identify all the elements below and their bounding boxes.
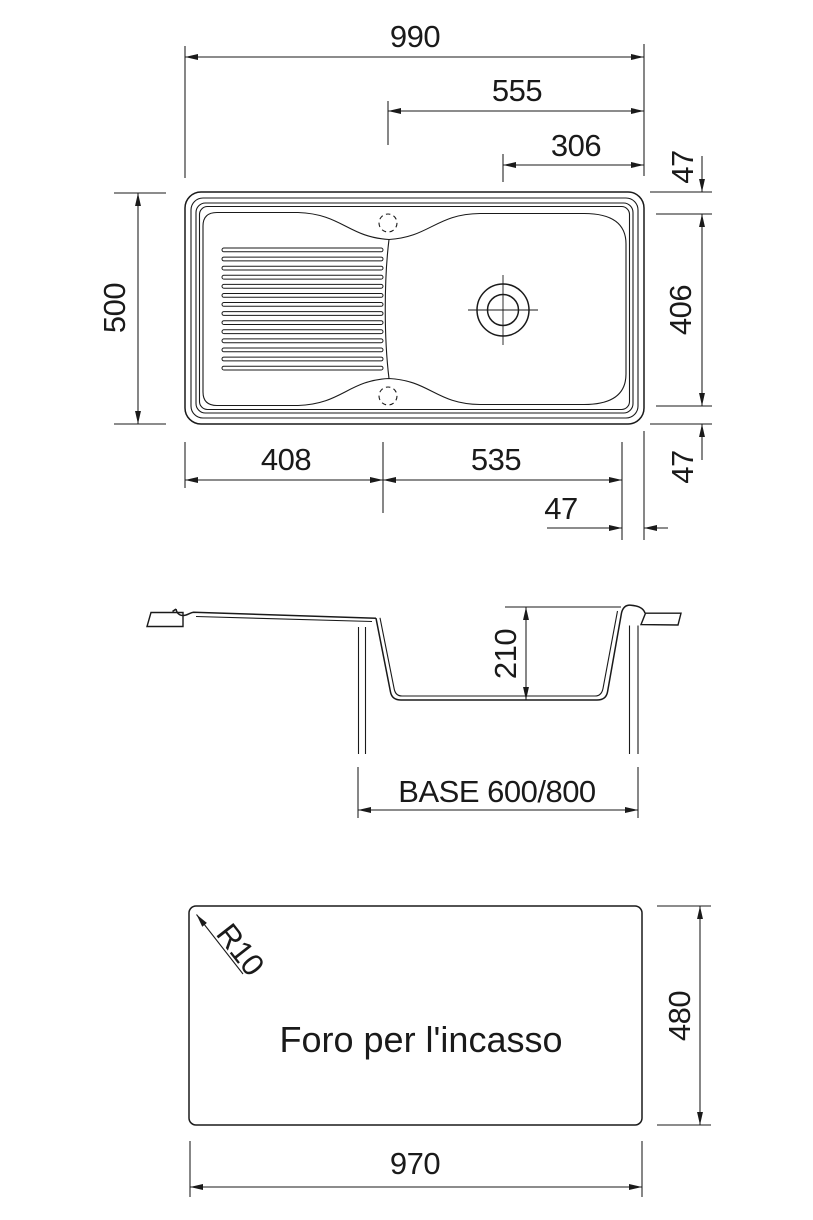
corner-radius-callout bbox=[197, 915, 272, 983]
tap-hole-bottom bbox=[379, 387, 397, 405]
worktop-left bbox=[147, 613, 183, 627]
dim-bottom-chain bbox=[185, 431, 668, 540]
dim-cutout-width-label: 970 bbox=[389, 1146, 441, 1181]
cabinet-wall-left bbox=[359, 627, 366, 754]
dim-right-to-drain-label: 306 bbox=[550, 128, 602, 163]
section-view bbox=[147, 605, 681, 818]
worktop-right bbox=[641, 613, 681, 625]
corner-radius-label: R10 bbox=[209, 916, 272, 983]
dim-total-depth-label: 500 bbox=[97, 282, 132, 334]
dim-cutout-width bbox=[190, 1141, 642, 1197]
cutout-rectangle bbox=[189, 906, 642, 1125]
basin-contour bbox=[203, 213, 626, 406]
dim-bowl-depth bbox=[488, 607, 621, 700]
dim-bowl-depth-label: 210 bbox=[488, 628, 523, 680]
dim-total-depth bbox=[97, 193, 166, 424]
cabinet-wall-right bbox=[630, 626, 639, 755]
dim-drainer-width-label: 408 bbox=[260, 442, 312, 477]
sink-outer-edge bbox=[185, 192, 644, 424]
dim-right-to-waist bbox=[388, 73, 644, 145]
sink-rim-line-1 bbox=[191, 198, 638, 418]
drainer-bowl-divider bbox=[385, 240, 389, 379]
dim-base-cabinet bbox=[358, 767, 638, 818]
dim-total-width-label: 990 bbox=[389, 19, 441, 54]
dim-rim-right-label: 47 bbox=[544, 491, 578, 526]
dim-cutout-height bbox=[657, 906, 711, 1125]
dim-right-to-waist-label: 555 bbox=[491, 73, 543, 108]
base-cabinet-label: BASE 600/800 bbox=[398, 774, 596, 809]
sink-rim-line-3 bbox=[200, 207, 630, 410]
dim-right-chain bbox=[650, 150, 712, 483]
cutout-view bbox=[189, 906, 711, 1197]
dim-cutout-height-label: 480 bbox=[662, 990, 697, 1042]
cutout-caption: Foro per l'incasso bbox=[279, 1019, 563, 1060]
dim-rim-top-label: 47 bbox=[665, 150, 700, 184]
dim-bowl-opening-depth-label: 406 bbox=[663, 284, 698, 336]
drainer-ridges bbox=[222, 248, 383, 370]
top-view bbox=[97, 19, 712, 540]
tap-hole-top bbox=[379, 214, 397, 232]
dim-rim-bottom-label: 47 bbox=[665, 450, 700, 484]
dim-bowl-width-label: 535 bbox=[470, 442, 522, 477]
drain-symbol bbox=[468, 275, 538, 345]
dim-right-to-drain bbox=[503, 128, 644, 182]
